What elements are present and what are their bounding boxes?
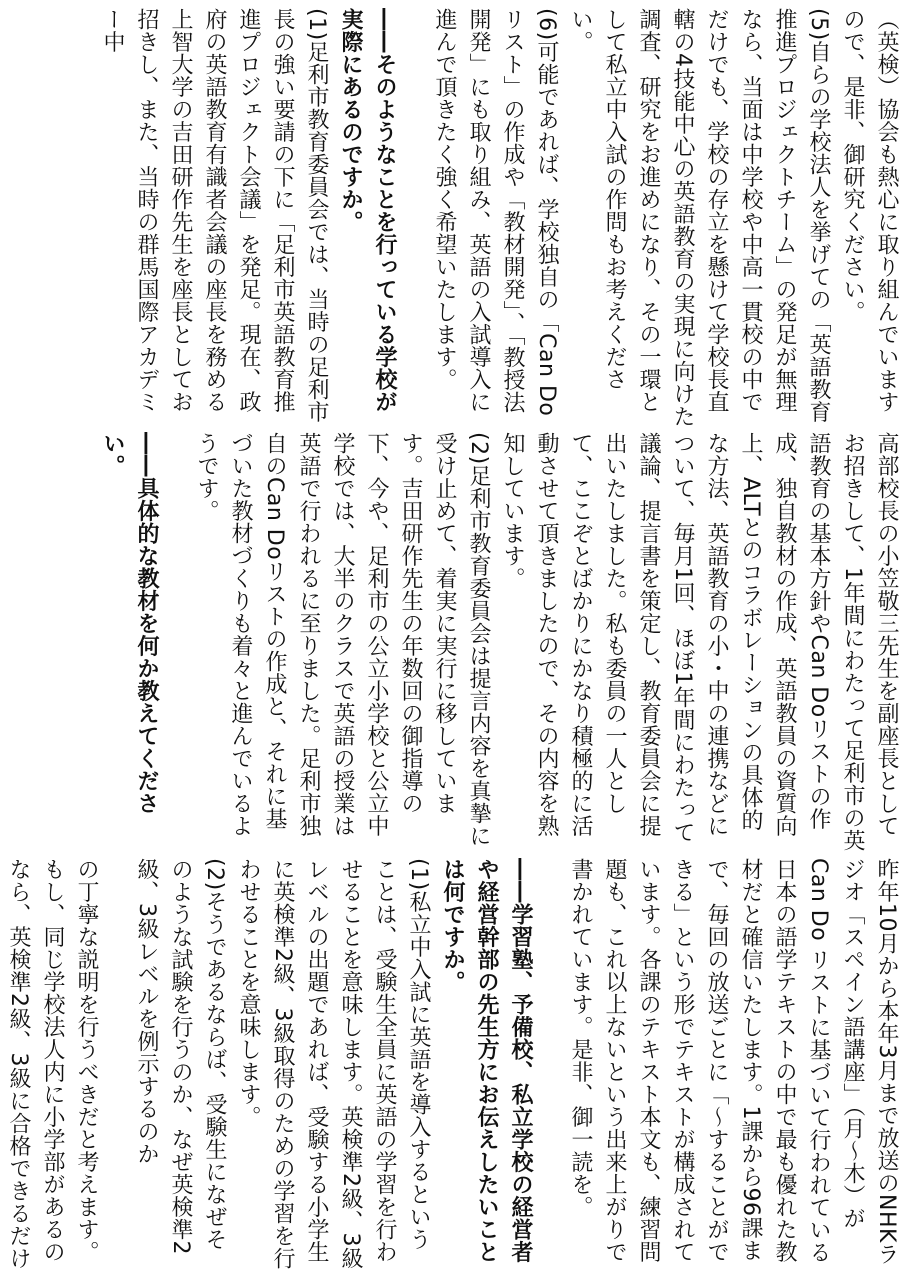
column-gutter [401,8,427,428]
paragraph: 高部校長の小笠敬三先生を副座長としてお招きして、1年間にわたって足利市の英語教育の基本方針やCan Doリストの作成、独自教材の作成、英語教員の資質向上、ALTとのコラボレーションの具体的な方法、英語教育の小・中の連携などについて、毎月1回、ほぼ1年間にわたって議論、提言書を策定し、教育委員会に提出いたしました。私も委員の一人として、ここぞとばかりにかなり積極的に活動させて頂きましたので、その内容を熟知しています。 [500,432,899,852]
column-gutter [103,858,129,1270]
paragraph: (6)可能であれば、学校独自の「Can Doリスト」の作成や「教材開発」、「教授法開発」にも取り組み、英語の入試導入に進んで頂きたく強く希望いたします。 [432,8,559,417]
section-heading: ――学習塾、予備校、私立学校の経営者や経営幹部の先生方にお伝えしたいことは何ですか。 [440,858,533,1263]
paragraph: (2)そうであるならば、受験生になぜそのような試験を行うのか、なぜ英検準2級、3級レベルを例示するのか [134,858,227,1255]
text-block [189,432,903,852]
paragraph: (1)私立中入試に英語を導入するということは、受験生全員に英語の学習を行わせることを意味します。英検準2級、3級レベルの出題であれば、受験する小学生に英検準2級、3級取得のための学習を行わせることを意味します。 [236,858,431,1270]
paragraph: (1)足利市教育委員会では、当時の足利市長の強い要請の下に「足利市英語教育推進プロジェクト会議」を発足。現在、政府の英語教育有識者会議の座長を務める上智大学の吉田研作先生を座長としてお招きし、また、当時の群馬国際アカデミー中 [100,8,329,424]
paragraph: （英検）協会も熱心に取り組んでいますので、是非、御研究ください。 [840,8,899,413]
section-heading: ――具体的な教材を何か教えてください。 [100,432,159,815]
text-tier-1 [0,8,903,428]
paragraph: の丁寧な説明を行うべきだと考えます。もし、同じ学校法人内に小学部があるのなら、英検準2級、3級に合格できるだけ [6,858,99,1270]
text-tier-3 [0,858,903,1270]
text-block [129,858,537,1270]
column-gutter [163,432,189,852]
paragraph: (2)足利市教育委員会は提言内容を真摯に受け止めて、着実に実行に移しています。吉田研作先生の年数回の御指導の下、今や、足利市の公立小学校と公立中学校では、大半のクラスで英語の授業は英語で行われるに至りました。足利市独自のCan Doリストの作成と、それに基づいた教材づくりも着々と進んでいるようです。 [194,432,491,848]
text-tier-2 [0,432,903,852]
paragraph: (5)自らの学校法人を挙げての「英語教育推進プロジェクトチーム」の発足が無理なら、当面は中学校や中高一貫校の中でだけでも、学校の存立を懸けて学校長直轄の4技能中心の英語教育の実現に向けた調査、研究をお進めになり、その一環として私立中入試の作問もお考えください。 [568,8,831,428]
text-block [95,432,163,852]
column-gutter [537,858,563,1270]
paragraph: 昨年10月から本年3月まで放送のNHKラジオ「スペイン語講座」（月～木）がCan Do リストに基づいて行われている日本の語学テキストの中で最も優れた教材だと確信いたします。1課から96課まで、毎回の放送ごとに「～することができる」という形でテキストが構成されています。各課のテキスト本文も、練習問題も、これ以上ないという出来上がりで書かれています。是非、御一読を。 [568,858,899,1266]
text-block [0,858,103,1270]
section-heading: ――そのようなことを行っている学校が実際にあるのですか。 [338,8,397,413]
text-block [95,8,401,428]
text-block [563,858,903,1270]
text-block [427,8,903,428]
